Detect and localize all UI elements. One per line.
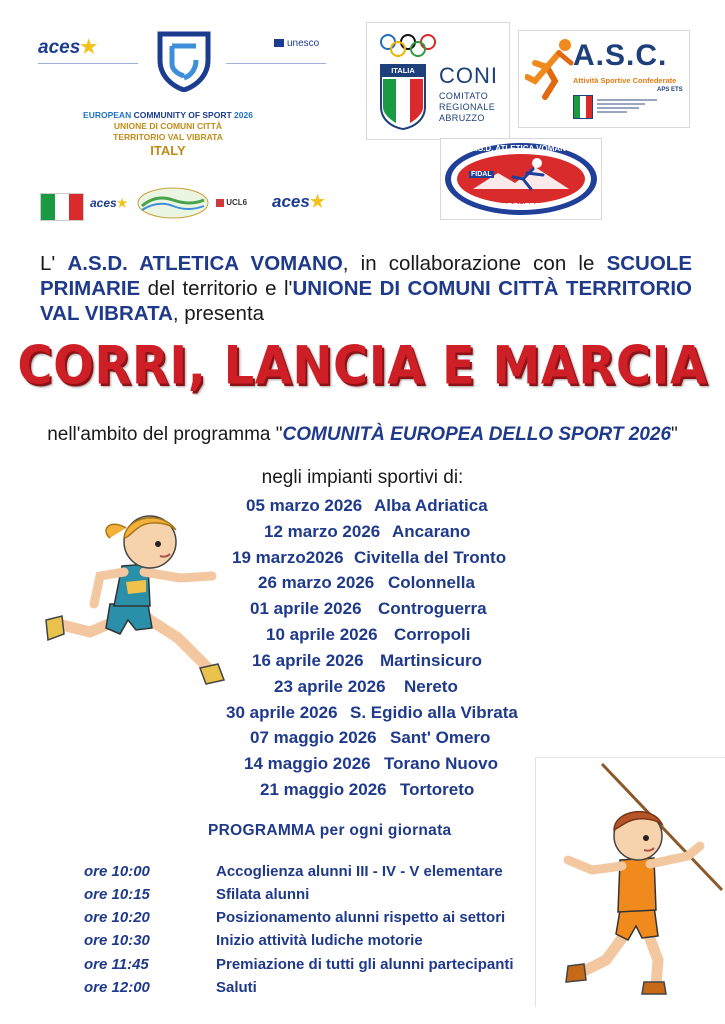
- coni-logo: [366, 22, 510, 140]
- program-title: PROGRAMMA per ogni giornata: [208, 822, 452, 839]
- program-name: COMUNITÀ EUROPEA DELLO SPORT 2026: [282, 424, 672, 445]
- vomano-fidal-badge: FIDAL: [471, 171, 492, 178]
- javelin-boy-illustration: [558, 760, 724, 1000]
- program-subline: nell'ambito del programma "COMUNITÀ EUROPEA DELLO SPORT 2026": [47, 424, 678, 445]
- aces-italia-logo: aces★: [90, 196, 128, 210]
- ecs-line1: EUROPEAN COMMUNITY OF SPORT 2026: [83, 110, 253, 120]
- ecs-logo-block: [38, 28, 338, 223]
- asc-fine-print: [597, 97, 657, 115]
- asc-title: A.S.C.: [573, 39, 668, 72]
- schedule-row: 01 aprile 2026 Controguerra: [250, 599, 487, 618]
- val-vibrata-logo: [136, 186, 210, 220]
- schedule-row: 12 marzo 2026 Ancarano: [264, 522, 471, 541]
- illustration-frame-line: [535, 757, 536, 1007]
- ecs-line3: TERRITORIO VAL VIBRATA: [113, 132, 223, 142]
- atletica-vomano-logo: [440, 138, 602, 220]
- divider-line: [38, 63, 138, 64]
- intro-paragraph: L' A.S.D. ATLETICA VOMANO, in collaborazione con le SCUOLE PRIMARIE del territorio e l'UNIONE DI COMUNI CITTÀ TERRITORIO VAL VIBRATA, presenta: [40, 252, 692, 325]
- schedule-row: 26 marzo 2026 Colonnella: [258, 573, 475, 592]
- schedule-row: 10 aprile 2026 Corropoli: [266, 625, 471, 644]
- program-row: ore 12:00 Saluti: [84, 979, 257, 996]
- schedule-row: 16 aprile 2026 Martinsicuro: [252, 651, 483, 670]
- program-row: ore 10:15 Sfilata alunni: [84, 886, 310, 903]
- asc-aps-label: APS ETS: [657, 87, 683, 93]
- program-row: ore 10:00 Accoglienza alunni III - IV - V elementare: [84, 863, 503, 880]
- asc-subtitle: Attività Sportive Confederate: [573, 76, 677, 85]
- illustration-frame-line: [535, 757, 725, 758]
- schedule-row: 21 maggio 2026 Tortoreto: [260, 780, 475, 799]
- star-icon: ★: [309, 192, 326, 211]
- ucl-mark-icon: [216, 199, 224, 207]
- program-row: ore 10:30 Inizio attività ludiche motorie: [84, 932, 423, 949]
- schedule-row: 23 aprile 2026 Nereto: [274, 677, 458, 696]
- ecs-line4: ITALY: [150, 143, 186, 158]
- unesco-label: unesco: [287, 38, 320, 49]
- schools-name: SCUOLE PRIMARIE: [40, 252, 692, 300]
- unesco-logo: [274, 38, 319, 49]
- aces-europe-logo: aces★: [272, 192, 326, 211]
- ecs-caption: [68, 110, 268, 159]
- organizer-name: A.S.D. ATLETICA VOMANO: [67, 252, 343, 275]
- olympic-rings-icon: [379, 33, 437, 59]
- program-row: ore 11:45 Premiazione di tutti gli alunni partecipanti: [84, 956, 514, 973]
- union-name: UNIONE DI COMUNI CITTÀ TERRITORIO VAL VIBRATA: [40, 277, 692, 325]
- schedule-row: 14 maggio 2026 Torano Nuovo: [244, 754, 498, 773]
- schedule-row: 19 marzo2026 Civitella del Tronto: [232, 548, 507, 567]
- aces-logo-text: aces: [38, 37, 81, 58]
- event-title: CORRI, LANCIA E MARCIA: [17, 335, 708, 397]
- running-girl-illustration: [40, 512, 236, 692]
- divider-line: [226, 63, 326, 64]
- coni-subtitle: COMITATO REGIONALE ABRUZZO: [439, 91, 496, 123]
- schedule-row: 05 marzo 2026 Alba Adriatica: [246, 496, 488, 515]
- schedule-row: 30 aprile 2026 S. Egidio alla Vibrata: [226, 703, 518, 722]
- italy-flag-icon: [40, 193, 84, 221]
- aces-logo: [38, 36, 97, 59]
- vomano-top-text: A.S.D. ATLETICA VOMANO: [469, 144, 573, 153]
- asc-logo: [518, 30, 690, 128]
- venues-heading: negli impianti sportivi di:: [261, 467, 464, 488]
- program-row: ore 10:20 Posizionamento alunni rispetto ai settori: [84, 909, 506, 926]
- star-icon: ★: [80, 37, 98, 58]
- coni-word: CONI: [439, 63, 498, 88]
- schedule-row: 07 maggio 2026 Sant' Omero: [250, 728, 491, 747]
- unesco-temple-icon: [274, 39, 284, 47]
- ecs-shield-icon: [156, 30, 212, 92]
- runner-figure-icon: [525, 37, 577, 103]
- ecs-line2: UNIONE DI COMUNI CITTÀ: [113, 121, 223, 131]
- star-icon: ★: [116, 196, 128, 210]
- coni-italia-label: ITALIA: [391, 66, 415, 75]
- vomano-bottom-text: ABRUZZO: [501, 202, 541, 211]
- asc-italia-shield-icon: [573, 95, 593, 119]
- ucl-logo: UCL6: [216, 198, 247, 207]
